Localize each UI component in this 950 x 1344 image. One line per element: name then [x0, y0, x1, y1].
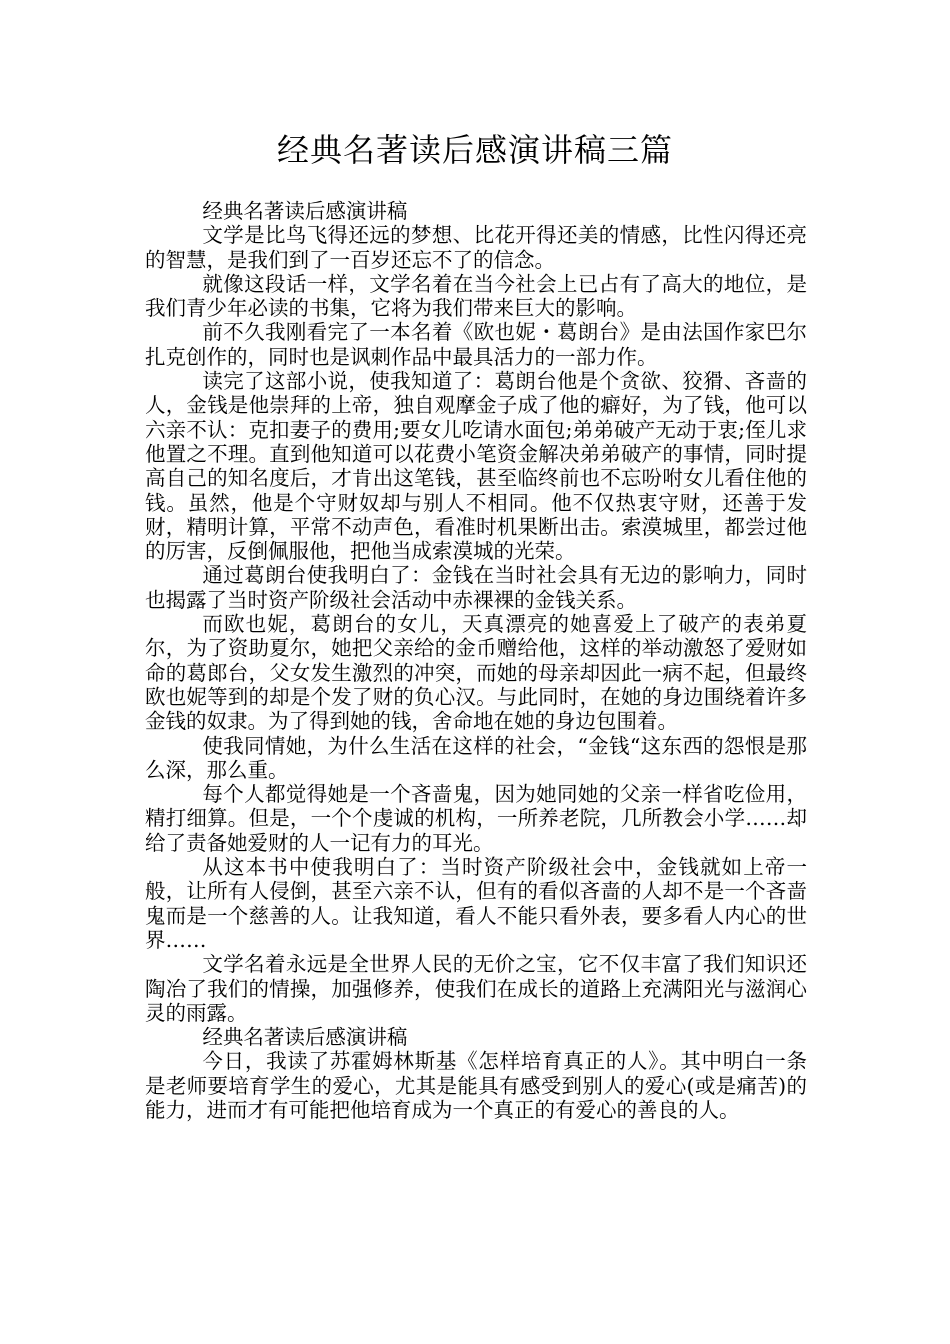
document-body — [145, 199, 807, 1122]
paragraph: 每个人都觉得她是一个吝啬鬼，因为她同她的父亲一样省吃俭用，精打细算。但是，一个个虔诚的机构，一所养老院，几所教会小学……却给了责备她爱财的人一记有力的耳光。 — [145, 782, 807, 855]
paragraph: 使我同情她，为什么生活在这样的社会，“金钱“这东西的怨恨是那么深，那么重。 — [145, 733, 807, 782]
paragraph: 而欧也妮，葛朗台的女儿，天真漂亮的她喜爱上了破产的表弟夏尔，为了资助夏尔，她把父亲给的金币赠给他，这样的举动激怒了爱财如命的葛郎台，父女发生激烈的冲突，而她的母亲却因此一病不起，但最终欧也妮等到的却是个发了财的负心汉。与此同时，在她的身边围绕着许多金钱的奴隶。为了得到她的钱，舍命地在她的身边包围着。 — [145, 612, 807, 734]
paragraph: 今日，我读了苏霍姆林斯基《怎样培育真正的人》。其中明白一条是老师要培育学生的爱心，尤其是能具有感受到别人的爱心(或是痛苦)的能力，进而才有可能把他培育成为一个真正的有爱心的善良的人。 — [145, 1049, 807, 1122]
paragraph: 通过葛朗台使我明白了：金钱在当时社会具有无边的影响力，同时也揭露了当时资产阶级社会活动中赤裸裸的金钱关系。 — [145, 563, 807, 612]
document-title: 经典名著读后感演讲稿三篇 — [276, 131, 673, 169]
paragraph: 从这本书中使我明白了：当时资产阶级社会中，金钱就如上帝一般，让所有人侵倒，甚至六亲不认，但有的看似吝啬的人却不是一个吝啬鬼而是一个慈善的人。让我知道，看人不能只看外表，要多看人内心的世界…… — [145, 855, 807, 952]
paragraph: 读完了这部小说，使我知道了：葛朗台他是个贪欲、狡猾、吝啬的人，金钱是他崇拜的上帝，独自观摩金子成了他的癖好，为了钱，他可以六亲不认：克扣妻子的费用;要女儿吃请水面包;弟弟破产无动于衷;侄儿求他置之不理。直到他知道可以花费小笔资金解决弟弟破产的事情，同时提高自己的知名度后，才肯出这笔钱，甚至临终前也不忘吩咐女儿看住他的钱。虽然，他是个守财奴却与别人不相同。他不仅热衷守财，还善于发财，精明计算，平常不动声色，看准时机果断出击。索漠城里，都尝过他的厉害，反倒佩服他，把他当成索漠城的光荣。 — [145, 369, 807, 564]
paragraph: 文学名着永远是全世界人民的无价之宝，它不仅丰富了我们知识还陶冶了我们的情操，加强修养，使我们在成长的道路上充满阳光与滋润心灵的雨露。 — [145, 952, 807, 1025]
paragraph-subtitle-1: 经典名著读后感演讲稿 — [202, 199, 408, 223]
paragraph: 文学是比鸟飞得还远的梦想、比花开得还美的情感，比性闪得还亮的智慧，是我们到了一百岁还忘不了的信念。 — [145, 223, 807, 272]
paragraph: 就像这段话一样，文学名着在当今社会上已占有了高大的地位，是我们青少年必读的书集，它将为我们带来巨大的影响。 — [145, 271, 807, 321]
paragraph-subtitle-2: 经典名著读后感演讲稿 — [202, 1025, 408, 1050]
paragraph: 前不久我刚看完了一本名着《欧也妮・葛朗台》是由法国作家巴尔扎克创作的，同时也是讽刺作品中最具活力的一部力作。 — [145, 320, 807, 369]
